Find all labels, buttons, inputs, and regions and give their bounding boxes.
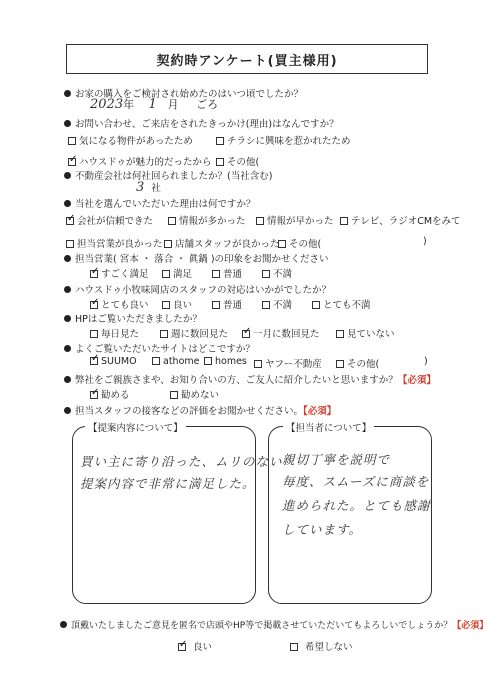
option-label: 勧める bbox=[101, 390, 130, 401]
count-value: 3 bbox=[136, 180, 145, 195]
question-visit-reason bbox=[64, 116, 339, 130]
checkbox[interactable] bbox=[212, 270, 220, 278]
option-label: 情報が多かった bbox=[179, 216, 246, 227]
checkbox[interactable] bbox=[68, 137, 76, 145]
option-label: 週に数回見た bbox=[171, 329, 229, 340]
required-badge: 【必須】 bbox=[303, 406, 337, 417]
option-label: 良い bbox=[193, 642, 213, 653]
option-label: 普通 bbox=[223, 300, 243, 311]
option-row bbox=[212, 297, 242, 311]
survey-title: 契約時アンケート(買主様用) bbox=[66, 44, 428, 74]
checkbox[interactable] bbox=[212, 301, 220, 309]
comment-line: 毎度、スムーズに商談を bbox=[282, 474, 430, 489]
option-label: 普通 bbox=[223, 269, 243, 280]
checkbox[interactable] bbox=[312, 301, 320, 309]
question-text: 担当営業( 宮本 ・ 落合 ・ 眞鍋 )の印象をお聞かせください bbox=[75, 254, 329, 265]
option-label: その他( bbox=[289, 239, 322, 250]
option-row bbox=[256, 213, 334, 227]
question-text: 担当スタッフの接客などの評価をお聞かせください。 bbox=[75, 406, 304, 417]
question-text: 当社を選んでいただいた理由は何ですか？ bbox=[75, 199, 256, 210]
option-label: とても良い bbox=[101, 300, 149, 311]
option-row bbox=[152, 356, 199, 367]
question-text: よくご覧いただいたサイトはどこですか？ bbox=[75, 344, 255, 355]
checkbox[interactable] bbox=[170, 391, 178, 399]
option-row bbox=[204, 356, 247, 367]
option-label: 不満 bbox=[273, 269, 293, 280]
option-row bbox=[340, 213, 461, 227]
option-label: 情報が早かった bbox=[267, 216, 334, 227]
checkbox-checked[interactable] bbox=[90, 270, 98, 278]
option-row bbox=[68, 154, 211, 168]
checkbox[interactable] bbox=[262, 301, 270, 309]
bullet-icon bbox=[60, 621, 67, 628]
checkbox[interactable] bbox=[336, 330, 344, 338]
checkbox[interactable] bbox=[216, 158, 224, 166]
option-row bbox=[90, 387, 130, 401]
option-row bbox=[170, 387, 219, 401]
option-label: チラシに興味を惹かれたため bbox=[227, 136, 351, 147]
comment-line: 買い主に寄り沿った、ムリのない bbox=[80, 454, 283, 469]
option-row bbox=[216, 154, 259, 168]
option-label: すごく満足 bbox=[101, 269, 149, 280]
checkbox[interactable] bbox=[340, 217, 348, 225]
checkbox-checked[interactable] bbox=[90, 357, 98, 365]
bullet-icon bbox=[64, 172, 71, 179]
question-hp-view bbox=[64, 311, 202, 325]
checkbox[interactable] bbox=[162, 301, 170, 309]
bullet-icon bbox=[64, 200, 71, 207]
question-text: お家の購入をご検討され始めたのはいつ頃でしたか？ bbox=[75, 89, 304, 100]
checkbox[interactable] bbox=[160, 330, 168, 338]
option-row bbox=[254, 356, 322, 370]
option-row bbox=[168, 213, 246, 227]
checkbox[interactable] bbox=[66, 240, 74, 248]
option-row bbox=[262, 266, 292, 280]
checkbox[interactable] bbox=[290, 643, 298, 651]
option-label: 見ていない bbox=[347, 329, 395, 340]
option-label: 会社が信頼できた bbox=[77, 216, 154, 227]
option-row bbox=[160, 326, 228, 340]
option-label: 勧めない bbox=[181, 390, 220, 401]
option-row bbox=[90, 326, 139, 340]
required-badge: 【必須】 bbox=[397, 375, 436, 386]
answer-purchase-timing bbox=[90, 96, 218, 112]
question-staff-response bbox=[64, 282, 331, 296]
required-badge: 【必須】 bbox=[452, 621, 489, 631]
option-row bbox=[262, 297, 292, 311]
bullet-icon bbox=[64, 376, 71, 383]
checkbox[interactable] bbox=[216, 137, 224, 145]
option-label: 満足 bbox=[173, 269, 193, 280]
checkbox[interactable] bbox=[262, 270, 270, 278]
bullet-icon bbox=[64, 407, 71, 414]
year-value: 2023 bbox=[90, 97, 124, 112]
option-label: 担当営業が良かった bbox=[77, 239, 163, 250]
option-row bbox=[242, 326, 320, 340]
option-row bbox=[66, 236, 163, 250]
option-row bbox=[312, 297, 371, 311]
comment-line: 進められた。とても感謝 bbox=[282, 498, 431, 513]
question-recommend bbox=[64, 372, 436, 386]
comment-line: 提案内容で非常に満足した。 bbox=[80, 476, 256, 491]
option-label: ヤフー不動産 bbox=[265, 359, 322, 370]
option-label: 店舗スタッフが良かった bbox=[175, 239, 280, 250]
checkbox[interactable] bbox=[164, 240, 172, 248]
bullet-icon bbox=[64, 255, 71, 262]
checkbox[interactable] bbox=[204, 357, 212, 365]
close-paren: ) bbox=[423, 236, 427, 247]
option-row bbox=[66, 213, 153, 227]
option-label: 毎日見た bbox=[101, 329, 140, 340]
option-label: その他( bbox=[347, 359, 380, 370]
option-row bbox=[178, 639, 212, 653]
option-label: その他( bbox=[227, 157, 260, 168]
option-label: 気になる物件があったため bbox=[79, 136, 193, 147]
question-text: ハウスドゥ小牧味岡店のスタッフの対応はいかがでしたか？ bbox=[75, 285, 331, 296]
option-row bbox=[336, 356, 379, 370]
option-label: 一月に数回見た bbox=[253, 329, 320, 340]
option-row bbox=[290, 639, 353, 653]
panel-label: 【担当者について】 bbox=[283, 420, 374, 434]
question-text: お問い合わせ、ご来店をされたきっかけ(理由)はなんですか？ bbox=[75, 119, 339, 130]
panel-label: 【提案内容について】 bbox=[85, 420, 186, 434]
approx-label: ごろ bbox=[196, 98, 219, 111]
question-choice-reason bbox=[64, 196, 256, 210]
option-label: SUUMO bbox=[101, 356, 137, 367]
checkbox-checked[interactable] bbox=[68, 158, 76, 166]
option-row bbox=[216, 133, 351, 147]
question-text: 弊社をご親族さまや、お知り合いの方、ご友人に紹介したいと思いますか？ bbox=[75, 375, 398, 386]
bullet-icon bbox=[64, 286, 71, 293]
bullet-icon bbox=[64, 315, 71, 322]
bullet-icon bbox=[64, 345, 71, 352]
option-row bbox=[212, 266, 242, 280]
year-unit: 年 bbox=[123, 98, 135, 111]
option-row bbox=[164, 236, 280, 250]
checkbox[interactable] bbox=[278, 240, 286, 248]
count-unit: 社 bbox=[151, 183, 161, 194]
checkbox-checked[interactable] bbox=[242, 330, 250, 338]
option-label: 不満 bbox=[273, 300, 293, 311]
option-label: homes bbox=[215, 356, 247, 367]
option-row bbox=[278, 236, 321, 250]
checkbox[interactable] bbox=[152, 357, 160, 365]
option-row bbox=[68, 133, 193, 147]
question-publish-permission bbox=[60, 618, 488, 631]
option-label: athome bbox=[163, 356, 200, 367]
bullet-icon bbox=[64, 120, 71, 127]
option-row bbox=[162, 297, 192, 311]
option-row bbox=[162, 266, 192, 280]
option-label: 良い bbox=[173, 300, 193, 311]
checkbox[interactable] bbox=[168, 217, 176, 225]
checkbox[interactable] bbox=[162, 270, 170, 278]
checkbox-checked[interactable] bbox=[178, 643, 186, 651]
month-unit: 月 bbox=[167, 98, 179, 111]
question-sales-impression bbox=[64, 251, 329, 265]
option-label: テレビ、ラジオCMをみて bbox=[351, 216, 461, 227]
option-label: 希望しない bbox=[305, 642, 353, 653]
bullet-icon bbox=[64, 90, 71, 97]
option-label: とても不満 bbox=[323, 300, 371, 311]
question-staff-evaluation bbox=[64, 403, 336, 417]
option-row bbox=[90, 356, 137, 367]
option-row bbox=[90, 297, 149, 311]
checkbox[interactable] bbox=[256, 217, 264, 225]
month-value: 1 bbox=[148, 97, 157, 112]
checkbox[interactable] bbox=[90, 330, 98, 338]
checkbox[interactable] bbox=[336, 360, 344, 368]
question-text: HPはご覧いただきましたか？ bbox=[75, 314, 202, 325]
answer-company-count bbox=[136, 180, 161, 195]
question-company-count bbox=[64, 168, 272, 182]
checkbox[interactable] bbox=[254, 360, 262, 368]
question-text: 頂戴いたしましたご意見を匿名で店頭やHP等で掲載させていただいてもよろしいでしょうか？ bbox=[71, 621, 453, 631]
checkbox-checked[interactable] bbox=[90, 301, 98, 309]
comment-line: しています。 bbox=[282, 522, 363, 537]
question-text: 不動産会社は何社回られましたか？(当社含む) bbox=[75, 171, 273, 182]
close-paren: ) bbox=[424, 356, 428, 367]
checkbox-checked[interactable] bbox=[90, 391, 98, 399]
option-row bbox=[336, 326, 395, 340]
comment-line: 親切丁寧を説明で bbox=[282, 452, 391, 467]
option-row bbox=[90, 266, 149, 280]
option-label: ハウスドゥが魅力的だったから bbox=[79, 157, 212, 168]
checkbox-checked[interactable] bbox=[66, 217, 74, 225]
